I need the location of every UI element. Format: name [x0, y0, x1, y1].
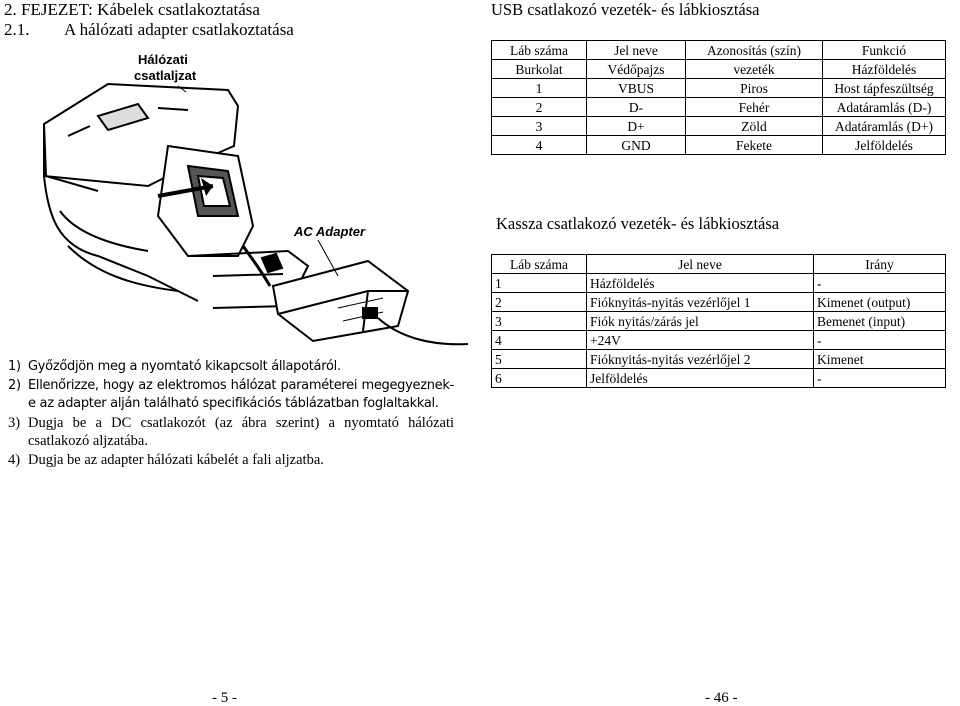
table-row: 5 Fióknyitás-nyitás vezérlőjel 2 Kimenet: [492, 350, 946, 369]
table-row: 2 D- Fehér Adatáramlás (D-): [492, 98, 946, 117]
section-number: 2.1.: [4, 20, 30, 39]
label-power-socket-line1: Hálózati: [138, 52, 188, 67]
page-number-right: - 46 -: [705, 690, 738, 706]
table-header-row: Láb száma Jel neve Azonosítás (szín) Funkció: [492, 41, 946, 60]
table-row: 4 +24V -: [492, 331, 946, 350]
step-item: 3) Dugja be a DC csatlakozót (az ábra szerint) a nyomtató hálózati csatlakozó aljzatába.: [8, 414, 454, 450]
table-row: 6 Jelföldelés -: [492, 369, 946, 388]
chapter-heading: 2. FEJEZET: Kábelek csatlakoztatása: [4, 0, 260, 19]
table-row: 2 Fióknyitás-nyitás vezérlőjel 1 Kimenet (output): [492, 293, 946, 312]
table-row: 1 VBUS Piros Host tápfeszültség: [492, 79, 946, 98]
usb-table-title: USB csatlakozó vezeték- és lábkiosztása: [491, 0, 760, 19]
instruction-list: [8, 358, 454, 470]
cash-drawer-pinout-table: [491, 254, 946, 388]
step-item: 2) Ellenőrizze, hogy az elektromos hálózat paraméterei megegyeznek-e az adapter alján található specifikációs táblázatban foglaltakkal.: [8, 377, 454, 412]
label-ac-adapter: AC Adapter: [294, 224, 366, 239]
table-row: Burkolat Védőpajzs vezeték Házföldelés: [492, 60, 946, 79]
section-heading: [4, 20, 294, 40]
step-item: 4) Dugja be az adapter hálózati kábelét a fali aljzatba.: [8, 451, 324, 468]
table-header-row: Láb száma Jel neve Irány: [492, 255, 946, 274]
step-item: 1) Győződjön meg a nyomtató kikapcsolt állapotáról.: [8, 359, 341, 374]
printer-adapter-illustration: [38, 46, 478, 356]
kassza-table-title: Kassza csatlakozó vezeték- és lábkiosztása: [496, 214, 780, 233]
section-title: A hálózati adapter csatlakoztatása: [64, 20, 294, 39]
table-row: 1 Házföldelés -: [492, 274, 946, 293]
label-power-socket-line2: csatlaljzat: [134, 68, 197, 83]
table-row: 3 D+ Zöld Adatáramlás (D+): [492, 117, 946, 136]
usb-pinout-table: [491, 40, 946, 155]
table-row: 4 GND Fekete Jelföldelés: [492, 136, 946, 155]
table-row: 3 Fiók nyitás/zárás jel Bemenet (input): [492, 312, 946, 331]
page-number-left: - 5 -: [212, 690, 237, 706]
